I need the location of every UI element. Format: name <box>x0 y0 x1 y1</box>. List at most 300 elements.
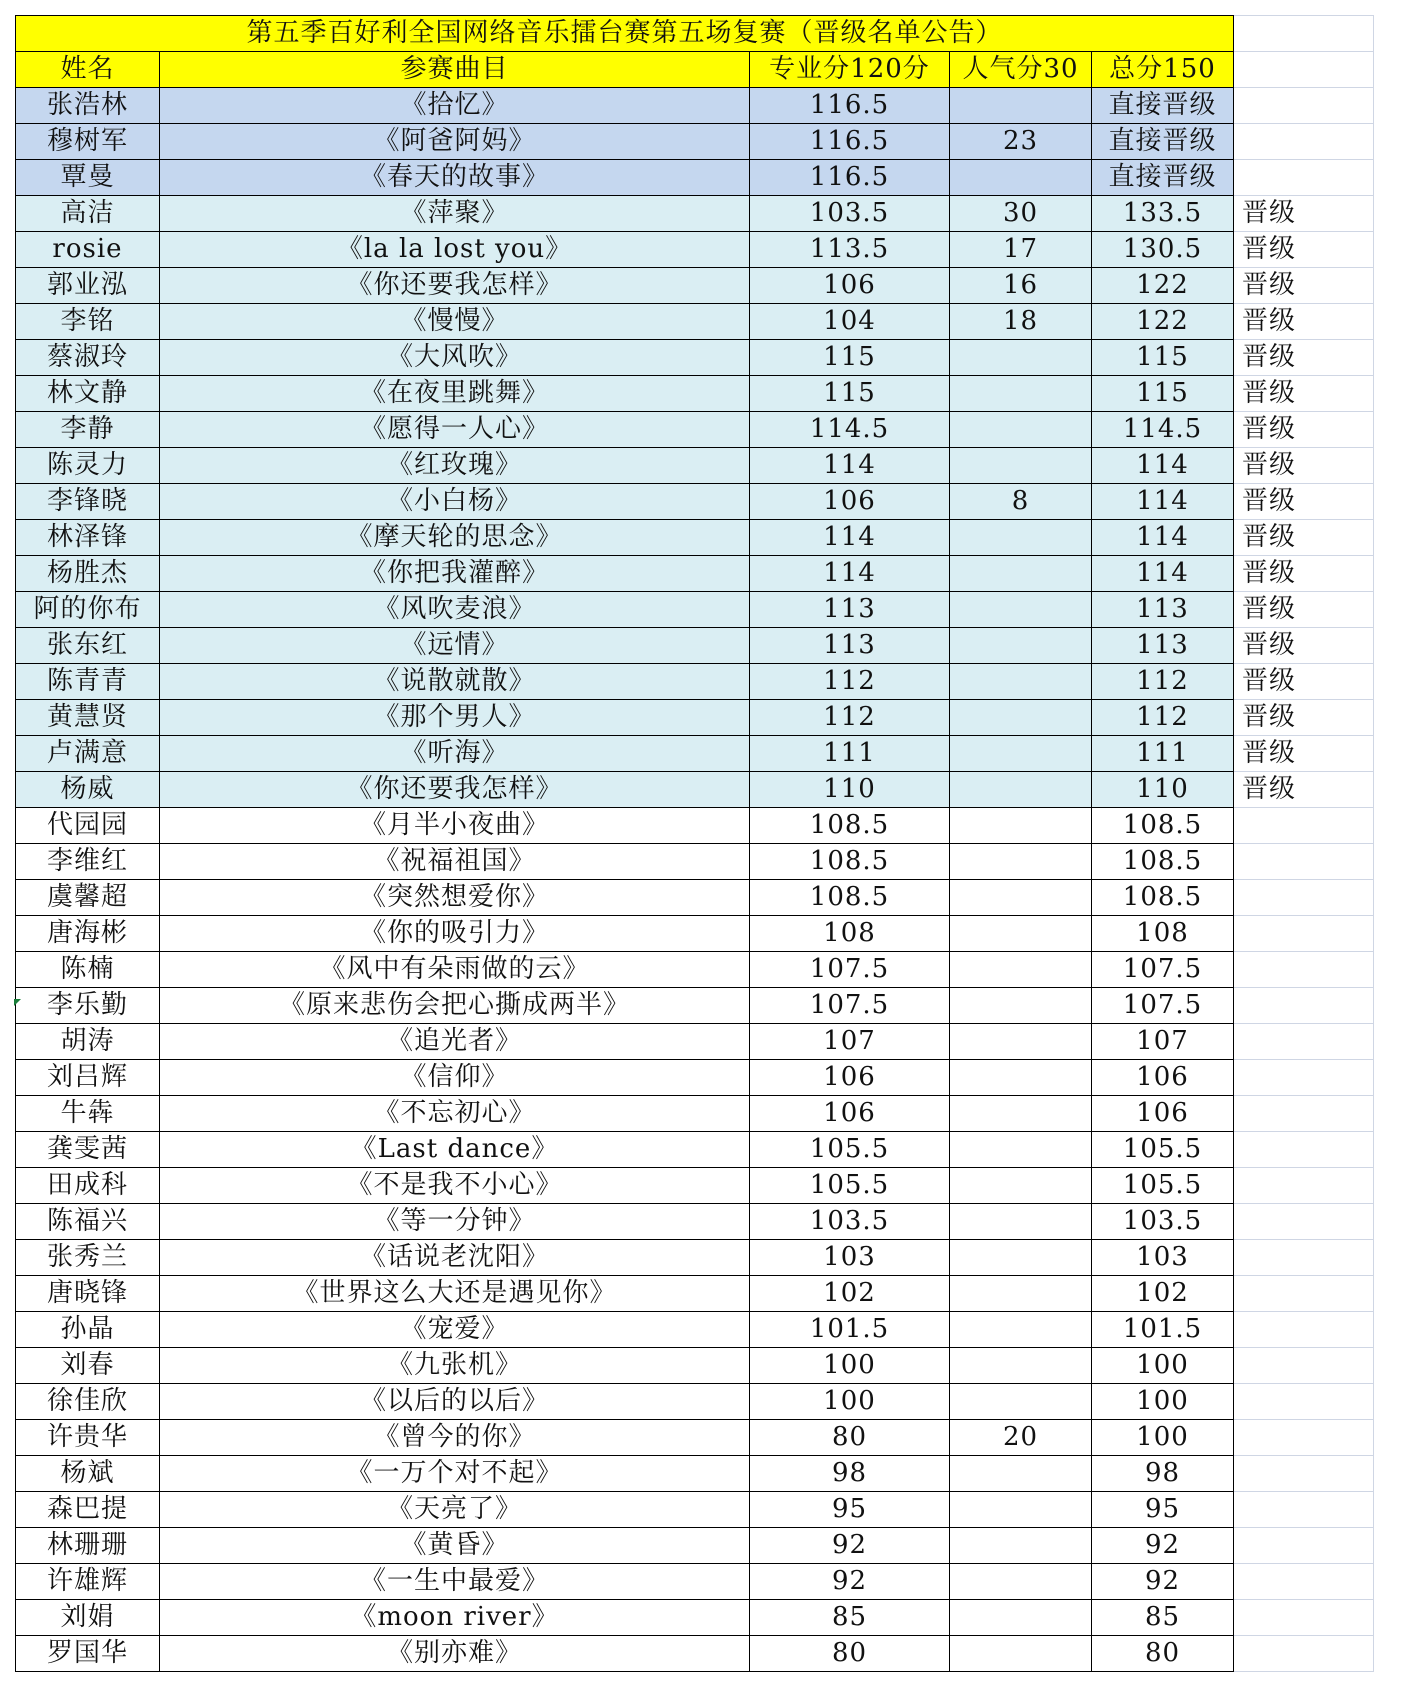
status-cell[interactable]: 晋级 <box>1234 664 1374 700</box>
total-cell[interactable]: 101.5 <box>1092 1312 1234 1348</box>
total-cell[interactable]: 80 <box>1092 1636 1234 1672</box>
total-cell[interactable]: 92 <box>1092 1528 1234 1564</box>
pop-score-cell[interactable]: 20 <box>950 1420 1092 1456</box>
table-row <box>16 1456 1374 1492</box>
pop-score-cell[interactable] <box>950 1060 1092 1096</box>
pop-score-cell[interactable] <box>950 448 1092 484</box>
song-cell[interactable]: 《等一分钟》 <box>160 1204 750 1240</box>
song-cell[interactable]: 《说散就散》 <box>160 664 750 700</box>
song-cell[interactable]: 《宠爱》 <box>160 1312 750 1348</box>
name-cell[interactable]: 阿的你布 <box>16 592 160 628</box>
song-cell[interactable]: 《不忘初心》 <box>160 1096 750 1132</box>
pro-score-cell[interactable]: 107.5 <box>750 988 950 1024</box>
table-row <box>16 1240 1374 1276</box>
total-cell[interactable]: 113 <box>1092 592 1234 628</box>
pop-score-cell[interactable] <box>950 1564 1092 1600</box>
pro-score-cell[interactable]: 116.5 <box>750 88 950 124</box>
pop-score-cell[interactable] <box>950 916 1092 952</box>
song-cell[interactable]: 《慢慢》 <box>160 304 750 340</box>
song-cell[interactable]: 《你的吸引力》 <box>160 916 750 952</box>
pro-score-cell[interactable]: 114 <box>750 448 950 484</box>
table-row <box>16 700 1374 736</box>
total-cell[interactable]: 115 <box>1092 340 1234 376</box>
name-cell[interactable]: 龚雯茜 <box>16 1132 160 1168</box>
total-cell[interactable]: 103.5 <box>1092 1204 1234 1240</box>
total-cell[interactable]: 114 <box>1092 484 1234 520</box>
name-cell[interactable]: 代园园 <box>16 808 160 844</box>
song-cell[interactable]: 《春天的故事》 <box>160 160 750 196</box>
status-cell[interactable] <box>1234 1312 1374 1348</box>
total-cell[interactable]: 111 <box>1092 736 1234 772</box>
status-cell[interactable] <box>1234 124 1374 160</box>
header-pro-score[interactable]: 专业分120分 <box>750 52 950 88</box>
total-cell[interactable]: 107.5 <box>1092 988 1234 1024</box>
pop-score-cell[interactable] <box>950 520 1092 556</box>
total-cell[interactable]: 直接晋级 <box>1092 124 1234 160</box>
table-row <box>16 1312 1374 1348</box>
status-cell[interactable] <box>1234 1204 1374 1240</box>
total-cell[interactable]: 108.5 <box>1092 808 1234 844</box>
total-cell[interactable]: 85 <box>1092 1600 1234 1636</box>
name-cell[interactable]: 刘春 <box>16 1348 160 1384</box>
status-cell[interactable] <box>1234 1060 1374 1096</box>
status-cell[interactable]: 晋级 <box>1234 700 1374 736</box>
name-cell[interactable]: 陈楠 <box>16 952 160 988</box>
pop-score-cell[interactable] <box>950 1348 1092 1384</box>
pro-score-cell[interactable]: 85 <box>750 1600 950 1636</box>
status-cell[interactable] <box>1234 988 1374 1024</box>
table-row <box>16 484 1374 520</box>
name-cell[interactable]: 林文静 <box>16 376 160 412</box>
pro-score-cell[interactable]: 106 <box>750 1096 950 1132</box>
name-cell[interactable]: 张东红 <box>16 628 160 664</box>
total-cell[interactable]: 92 <box>1092 1564 1234 1600</box>
header-total[interactable]: 总分150 <box>1092 52 1234 88</box>
table-row <box>16 412 1374 448</box>
total-cell[interactable]: 108.5 <box>1092 844 1234 880</box>
pro-score-cell[interactable]: 106 <box>750 484 950 520</box>
name-cell[interactable]: 陈青青 <box>16 664 160 700</box>
total-cell[interactable]: 133.5 <box>1092 196 1234 232</box>
pop-score-cell[interactable] <box>950 412 1092 448</box>
name-cell[interactable]: 郭业泓 <box>16 268 160 304</box>
song-cell[interactable]: 《大风吹》 <box>160 340 750 376</box>
name-cell[interactable]: 李维红 <box>16 844 160 880</box>
total-cell[interactable]: 122 <box>1092 304 1234 340</box>
name-cell[interactable]: 李锋晓 <box>16 484 160 520</box>
song-cell[interactable]: 《拾忆》 <box>160 88 750 124</box>
pop-score-cell[interactable] <box>950 340 1092 376</box>
name-cell[interactable]: 田成科 <box>16 1168 160 1204</box>
header-name[interactable]: 姓名 <box>16 52 160 88</box>
pro-score-cell[interactable]: 108.5 <box>750 880 950 916</box>
pro-score-cell[interactable]: 100 <box>750 1348 950 1384</box>
song-cell[interactable]: 《话说老沈阳》 <box>160 1240 750 1276</box>
total-cell[interactable]: 100 <box>1092 1384 1234 1420</box>
status-cell[interactable] <box>1234 1024 1374 1060</box>
name-cell[interactable]: 刘娟 <box>16 1600 160 1636</box>
header-pop-score[interactable]: 人气分30 <box>950 52 1092 88</box>
total-cell[interactable]: 105.5 <box>1092 1168 1234 1204</box>
pro-score-cell[interactable]: 107 <box>750 1024 950 1060</box>
sheet-title[interactable]: 第五季百好利全国网络音乐擂台赛第五场复赛（晋级名单公告） <box>16 16 1234 52</box>
total-cell[interactable]: 103 <box>1092 1240 1234 1276</box>
name-cell[interactable]: 李乐勤 <box>16 988 160 1024</box>
pop-score-cell[interactable] <box>950 880 1092 916</box>
song-cell[interactable]: 《原来悲伤会把心撕成两半》 <box>160 988 750 1024</box>
pro-score-cell[interactable]: 112 <box>750 700 950 736</box>
status-cell[interactable] <box>1234 1096 1374 1132</box>
total-cell[interactable]: 112 <box>1092 664 1234 700</box>
header-song[interactable]: 参赛曲目 <box>160 52 750 88</box>
status-cell[interactable] <box>1234 1168 1374 1204</box>
status-cell[interactable] <box>1234 1600 1374 1636</box>
song-cell[interactable]: 《愿得一人心》 <box>160 412 750 448</box>
pro-score-cell[interactable]: 80 <box>750 1636 950 1672</box>
pro-score-cell[interactable]: 80 <box>750 1420 950 1456</box>
pro-score-cell[interactable]: 106 <box>750 268 950 304</box>
name-cell[interactable]: 孙晶 <box>16 1312 160 1348</box>
status-cell[interactable]: 晋级 <box>1234 484 1374 520</box>
pop-score-cell[interactable] <box>950 160 1092 196</box>
status-cell[interactable]: 晋级 <box>1234 772 1374 808</box>
status-cell[interactable]: 晋级 <box>1234 232 1374 268</box>
song-cell[interactable]: 《红玫瑰》 <box>160 448 750 484</box>
song-cell[interactable]: 《听海》 <box>160 736 750 772</box>
pop-score-cell[interactable] <box>950 1600 1092 1636</box>
song-cell[interactable]: 《Last dance》 <box>160 1132 750 1168</box>
name-cell[interactable]: 张秀兰 <box>16 1240 160 1276</box>
table-row <box>16 592 1374 628</box>
pro-score-cell[interactable]: 113 <box>750 628 950 664</box>
pro-score-cell[interactable]: 103.5 <box>750 196 950 232</box>
name-cell[interactable]: 黄慧贤 <box>16 700 160 736</box>
song-cell[interactable]: 《追光者》 <box>160 1024 750 1060</box>
song-cell[interactable]: 《月半小夜曲》 <box>160 808 750 844</box>
song-cell[interactable]: 《曾今的你》 <box>160 1420 750 1456</box>
table-row <box>16 628 1374 664</box>
total-cell[interactable]: 114 <box>1092 556 1234 592</box>
pro-score-cell[interactable]: 114.5 <box>750 412 950 448</box>
song-cell[interactable]: 《以后的以后》 <box>160 1384 750 1420</box>
name-cell[interactable]: 虞馨超 <box>16 880 160 916</box>
table-row <box>16 340 1374 376</box>
name-cell[interactable]: 蔡淑玲 <box>16 340 160 376</box>
pop-score-cell[interactable] <box>950 628 1092 664</box>
song-cell[interactable]: 《萍聚》 <box>160 196 750 232</box>
pop-score-cell[interactable] <box>950 1384 1092 1420</box>
name-cell[interactable]: rosie <box>16 232 160 268</box>
title-row <box>16 16 1374 52</box>
song-cell[interactable]: 《在夜里跳舞》 <box>160 376 750 412</box>
name-cell[interactable]: 杨斌 <box>16 1456 160 1492</box>
total-cell[interactable]: 122 <box>1092 268 1234 304</box>
pop-score-cell[interactable] <box>950 1168 1092 1204</box>
total-cell[interactable]: 100 <box>1092 1420 1234 1456</box>
total-cell[interactable]: 115 <box>1092 376 1234 412</box>
status-cell[interactable]: 晋级 <box>1234 628 1374 664</box>
table-row <box>16 664 1374 700</box>
pro-score-cell[interactable]: 108.5 <box>750 808 950 844</box>
table-row <box>16 556 1374 592</box>
song-cell[interactable]: 《摩天轮的思念》 <box>160 520 750 556</box>
status-cell[interactable] <box>1234 1636 1374 1672</box>
name-cell[interactable]: 卢满意 <box>16 736 160 772</box>
song-cell[interactable]: 《la la lost you》 <box>160 232 750 268</box>
song-cell[interactable]: 《风吹麦浪》 <box>160 592 750 628</box>
name-cell[interactable]: 徐佳欣 <box>16 1384 160 1420</box>
pop-score-cell[interactable]: 18 <box>950 304 1092 340</box>
empty-cell[interactable] <box>1234 16 1374 52</box>
pro-score-cell[interactable]: 102 <box>750 1276 950 1312</box>
pro-score-cell[interactable]: 101.5 <box>750 1312 950 1348</box>
pop-score-cell[interactable] <box>950 736 1092 772</box>
pop-score-cell[interactable]: 30 <box>950 196 1092 232</box>
song-cell[interactable]: 《远情》 <box>160 628 750 664</box>
song-cell[interactable]: 《突然想爱你》 <box>160 880 750 916</box>
pro-score-cell[interactable]: 116.5 <box>750 160 950 196</box>
name-cell[interactable]: 穆树军 <box>16 124 160 160</box>
pop-score-cell[interactable] <box>950 1492 1092 1528</box>
pop-score-cell[interactable] <box>950 772 1092 808</box>
status-cell[interactable] <box>1234 1348 1374 1384</box>
status-cell[interactable]: 晋级 <box>1234 340 1374 376</box>
pop-score-cell[interactable]: 23 <box>950 124 1092 160</box>
pop-score-cell[interactable] <box>950 1240 1092 1276</box>
song-cell[interactable]: 《天亮了》 <box>160 1492 750 1528</box>
pop-score-cell[interactable] <box>950 1276 1092 1312</box>
pro-score-cell[interactable]: 95 <box>750 1492 950 1528</box>
name-cell[interactable]: 张浩林 <box>16 88 160 124</box>
song-cell[interactable]: 《九张机》 <box>160 1348 750 1384</box>
pop-score-cell[interactable]: 8 <box>950 484 1092 520</box>
name-cell[interactable]: 杨威 <box>16 772 160 808</box>
status-cell[interactable] <box>1234 952 1374 988</box>
pop-score-cell[interactable] <box>950 664 1092 700</box>
total-cell[interactable]: 100 <box>1092 1348 1234 1384</box>
total-cell[interactable]: 106 <box>1092 1096 1234 1132</box>
pro-score-cell[interactable]: 116.5 <box>750 124 950 160</box>
total-cell[interactable]: 106 <box>1092 1060 1234 1096</box>
pro-score-cell[interactable]: 107.5 <box>750 952 950 988</box>
name-cell[interactable]: 唐晓锋 <box>16 1276 160 1312</box>
status-cell[interactable] <box>1234 1420 1374 1456</box>
pro-score-cell[interactable]: 111 <box>750 736 950 772</box>
total-cell[interactable]: 107 <box>1092 1024 1234 1060</box>
name-cell[interactable]: 胡涛 <box>16 1024 160 1060</box>
status-cell[interactable] <box>1234 880 1374 916</box>
pro-score-cell[interactable]: 98 <box>750 1456 950 1492</box>
pro-score-cell[interactable]: 108.5 <box>750 844 950 880</box>
status-cell[interactable] <box>1234 844 1374 880</box>
status-cell[interactable]: 晋级 <box>1234 520 1374 556</box>
pop-score-cell[interactable] <box>950 1132 1092 1168</box>
pop-score-cell[interactable] <box>950 1204 1092 1240</box>
song-cell[interactable]: 《你还要我怎样》 <box>160 268 750 304</box>
pop-score-cell[interactable] <box>950 1528 1092 1564</box>
status-cell[interactable] <box>1234 1564 1374 1600</box>
status-cell[interactable]: 晋级 <box>1234 556 1374 592</box>
pop-score-cell[interactable] <box>950 1096 1092 1132</box>
total-cell[interactable]: 102 <box>1092 1276 1234 1312</box>
pop-score-cell[interactable] <box>950 1312 1092 1348</box>
pro-score-cell[interactable]: 92 <box>750 1564 950 1600</box>
status-cell[interactable] <box>1234 916 1374 952</box>
pro-score-cell[interactable]: 106 <box>750 1060 950 1096</box>
table-row <box>16 1384 1374 1420</box>
name-cell[interactable]: 唐海彬 <box>16 916 160 952</box>
pop-score-cell[interactable] <box>950 952 1092 988</box>
pop-score-cell[interactable] <box>950 700 1092 736</box>
status-cell[interactable]: 晋级 <box>1234 376 1374 412</box>
table-row <box>16 1528 1374 1564</box>
total-cell[interactable]: 98 <box>1092 1456 1234 1492</box>
song-cell[interactable]: 《信仰》 <box>160 1060 750 1096</box>
name-cell[interactable]: 牛犇 <box>16 1096 160 1132</box>
total-cell[interactable]: 108 <box>1092 916 1234 952</box>
name-cell[interactable]: 覃曼 <box>16 160 160 196</box>
name-cell[interactable]: 林泽锋 <box>16 520 160 556</box>
song-cell[interactable]: 《不是我不小心》 <box>160 1168 750 1204</box>
song-cell[interactable]: 《你把我灌醉》 <box>160 556 750 592</box>
song-cell[interactable]: 《祝福祖国》 <box>160 844 750 880</box>
name-cell[interactable]: 林珊珊 <box>16 1528 160 1564</box>
name-cell[interactable]: 森巴提 <box>16 1492 160 1528</box>
table-row <box>16 196 1374 232</box>
status-cell[interactable]: 晋级 <box>1234 412 1374 448</box>
pro-score-cell[interactable]: 114 <box>750 520 950 556</box>
status-cell[interactable] <box>1234 1528 1374 1564</box>
pop-score-cell[interactable] <box>950 1456 1092 1492</box>
song-cell[interactable]: 《那个男人》 <box>160 700 750 736</box>
pro-score-cell[interactable]: 105.5 <box>750 1132 950 1168</box>
song-cell[interactable]: 《风中有朵雨做的云》 <box>160 952 750 988</box>
status-cell[interactable] <box>1234 1492 1374 1528</box>
pro-score-cell[interactable]: 108 <box>750 916 950 952</box>
song-cell[interactable]: 《你还要我怎样》 <box>160 772 750 808</box>
pop-score-cell[interactable] <box>950 844 1092 880</box>
song-cell[interactable]: 《黄昏》 <box>160 1528 750 1564</box>
pro-score-cell[interactable]: 110 <box>750 772 950 808</box>
status-cell[interactable]: 晋级 <box>1234 592 1374 628</box>
pop-score-cell[interactable] <box>950 1024 1092 1060</box>
pro-score-cell[interactable]: 113.5 <box>750 232 950 268</box>
pop-score-cell[interactable] <box>950 556 1092 592</box>
table-row <box>16 1600 1374 1636</box>
table-row <box>16 916 1374 952</box>
status-cell[interactable] <box>1234 1276 1374 1312</box>
pro-score-cell[interactable]: 104 <box>750 304 950 340</box>
pop-score-cell[interactable]: 16 <box>950 268 1092 304</box>
pro-score-cell[interactable]: 115 <box>750 340 950 376</box>
pro-score-cell[interactable]: 112 <box>750 664 950 700</box>
pop-score-cell[interactable] <box>950 376 1092 412</box>
table-row <box>16 1024 1374 1060</box>
name-cell[interactable]: 高洁 <box>16 196 160 232</box>
name-cell[interactable]: 许雄辉 <box>16 1564 160 1600</box>
table-row <box>16 1564 1374 1600</box>
pro-score-cell[interactable]: 105.5 <box>750 1168 950 1204</box>
name-cell[interactable]: 李静 <box>16 412 160 448</box>
song-cell[interactable]: 《别亦难》 <box>160 1636 750 1672</box>
status-cell[interactable]: 晋级 <box>1234 736 1374 772</box>
name-cell[interactable]: 陈福兴 <box>16 1204 160 1240</box>
pop-score-cell[interactable] <box>950 1636 1092 1672</box>
empty-cell[interactable] <box>1234 52 1374 88</box>
total-cell[interactable]: 130.5 <box>1092 232 1234 268</box>
status-cell[interactable] <box>1234 160 1374 196</box>
total-cell[interactable]: 114.5 <box>1092 412 1234 448</box>
song-cell[interactable]: 《一生中最爱》 <box>160 1564 750 1600</box>
pro-score-cell[interactable]: 103.5 <box>750 1204 950 1240</box>
total-cell[interactable]: 110 <box>1092 772 1234 808</box>
pro-score-cell[interactable]: 100 <box>750 1384 950 1420</box>
pop-score-cell[interactable]: 17 <box>950 232 1092 268</box>
song-cell[interactable]: 《一万个对不起》 <box>160 1456 750 1492</box>
status-cell[interactable]: 晋级 <box>1234 268 1374 304</box>
total-cell[interactable]: 107.5 <box>1092 952 1234 988</box>
pro-score-cell[interactable]: 92 <box>750 1528 950 1564</box>
pop-score-cell[interactable] <box>950 592 1092 628</box>
status-cell[interactable]: 晋级 <box>1234 304 1374 340</box>
total-cell[interactable]: 113 <box>1092 628 1234 664</box>
status-cell[interactable]: 晋级 <box>1234 196 1374 232</box>
table-row <box>16 736 1374 772</box>
name-cell[interactable]: 杨胜杰 <box>16 556 160 592</box>
total-cell[interactable]: 直接晋级 <box>1092 88 1234 124</box>
pop-score-cell[interactable] <box>950 988 1092 1024</box>
table-row <box>16 952 1374 988</box>
pro-score-cell[interactable]: 113 <box>750 592 950 628</box>
table-row <box>16 520 1374 556</box>
song-cell[interactable]: 《moon river》 <box>160 1600 750 1636</box>
total-cell[interactable]: 112 <box>1092 700 1234 736</box>
status-cell[interactable] <box>1234 88 1374 124</box>
table-row <box>16 124 1374 160</box>
status-cell[interactable] <box>1234 808 1374 844</box>
song-cell[interactable]: 《世界这么大还是遇见你》 <box>160 1276 750 1312</box>
table-row <box>16 1276 1374 1312</box>
song-cell[interactable]: 《阿爸阿妈》 <box>160 124 750 160</box>
name-cell[interactable]: 刘吕辉 <box>16 1060 160 1096</box>
pro-score-cell[interactable]: 103 <box>750 1240 950 1276</box>
name-cell[interactable]: 罗国华 <box>16 1636 160 1672</box>
name-cell[interactable]: 陈灵力 <box>16 448 160 484</box>
total-cell[interactable]: 95 <box>1092 1492 1234 1528</box>
pro-score-cell[interactable]: 115 <box>750 376 950 412</box>
table-row <box>16 772 1374 808</box>
name-cell[interactable]: 许贵华 <box>16 1420 160 1456</box>
song-cell[interactable]: 《小白杨》 <box>160 484 750 520</box>
table-row <box>16 304 1374 340</box>
total-cell[interactable]: 114 <box>1092 520 1234 556</box>
total-cell[interactable]: 114 <box>1092 448 1234 484</box>
pop-score-cell[interactable] <box>950 808 1092 844</box>
cell-comment-marker <box>14 999 21 1006</box>
total-cell[interactable]: 105.5 <box>1092 1132 1234 1168</box>
name-cell[interactable]: 李铭 <box>16 304 160 340</box>
status-cell[interactable] <box>1234 1456 1374 1492</box>
status-cell[interactable] <box>1234 1132 1374 1168</box>
total-cell[interactable]: 直接晋级 <box>1092 160 1234 196</box>
table-row <box>16 232 1374 268</box>
status-cell[interactable]: 晋级 <box>1234 448 1374 484</box>
status-cell[interactable] <box>1234 1384 1374 1420</box>
status-cell[interactable] <box>1234 1240 1374 1276</box>
pro-score-cell[interactable]: 114 <box>750 556 950 592</box>
pop-score-cell[interactable] <box>950 88 1092 124</box>
total-cell[interactable]: 108.5 <box>1092 880 1234 916</box>
